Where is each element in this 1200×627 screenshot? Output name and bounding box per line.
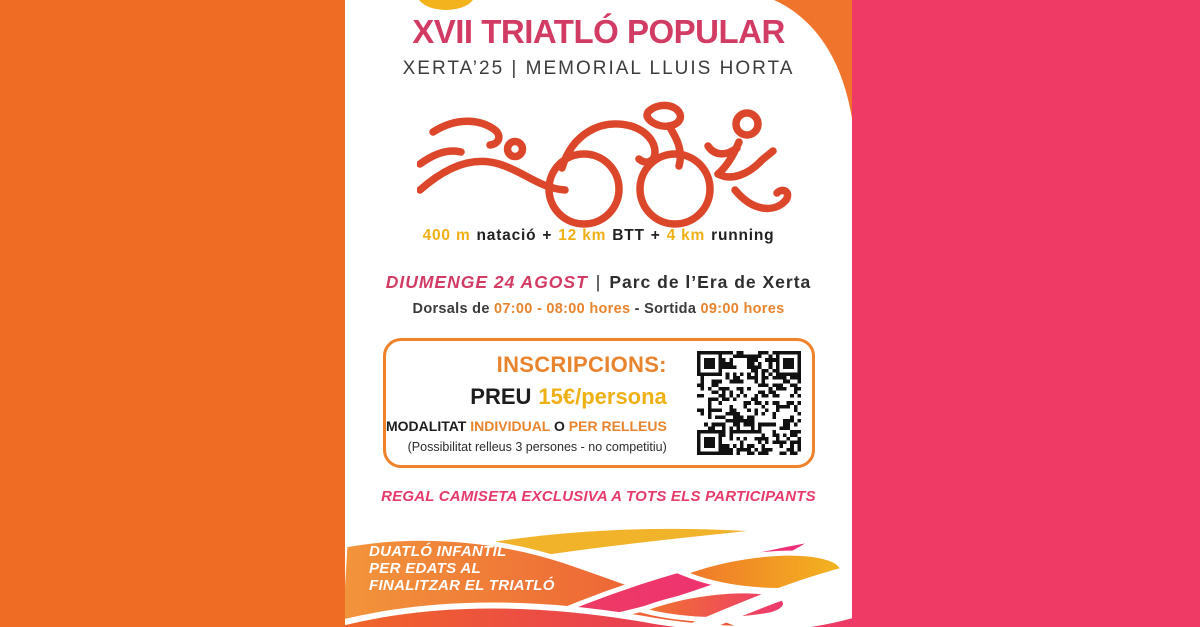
swim-distance: 400 m bbox=[422, 227, 471, 244]
bike-distance: 12 km bbox=[558, 227, 607, 244]
run-label: running bbox=[711, 227, 775, 244]
footer-note-line1: DUATLÓ INFANTIL bbox=[369, 543, 507, 560]
inscriptions-box bbox=[383, 338, 815, 468]
event-date: DIUMENGE 24 AGOST bbox=[385, 272, 588, 292]
bike-label: BTT bbox=[612, 227, 645, 244]
swim-label: natació bbox=[476, 227, 537, 244]
runner-icon bbox=[708, 113, 788, 208]
date-place-line bbox=[345, 272, 852, 293]
modality-label: MODALITAT bbox=[386, 418, 467, 434]
cyclist-icon bbox=[549, 105, 710, 224]
inscriptions-heading: INSCRIPCIONS: bbox=[496, 352, 667, 377]
price-value: 15€/persona bbox=[538, 384, 667, 409]
modality-relleus: PER RELLEUS bbox=[568, 418, 667, 434]
distances-line bbox=[345, 227, 852, 245]
event-title: XVII TRIATLÓ POPULAR bbox=[412, 13, 785, 50]
footer-note-line2: PER EDATS AL bbox=[369, 560, 481, 577]
run-distance: 4 km bbox=[666, 227, 706, 244]
triathlon-figures bbox=[417, 96, 795, 228]
schedule-middle: - Sortida bbox=[634, 301, 697, 317]
separator: | bbox=[595, 272, 602, 292]
event-poster bbox=[345, 0, 852, 627]
modality-or: O bbox=[554, 418, 565, 434]
event-place: Parc de l’Era de Xerta bbox=[609, 272, 812, 292]
modality-line bbox=[386, 418, 667, 434]
footer-note bbox=[369, 543, 555, 594]
qr-code bbox=[697, 351, 801, 455]
schedule-prefix: Dorsals de bbox=[412, 301, 490, 317]
footer-note-line3: FINALITZAR EL TRIATLÓ bbox=[369, 577, 555, 594]
plus-sign: + bbox=[650, 227, 661, 244]
schedule-line bbox=[345, 301, 852, 317]
modality-individual: INDIVIDUAL bbox=[470, 418, 551, 434]
bib-pickup-time: 07:00 - 08:00 hores bbox=[494, 301, 631, 317]
price-label: PREU bbox=[470, 384, 532, 409]
start-time: 09:00 hores bbox=[700, 301, 785, 317]
inscriptions-text bbox=[386, 352, 697, 454]
right-color-band bbox=[852, 0, 1200, 627]
event-subtitle: XERTA’25 | MEMORIAL LLUIS HORTA bbox=[402, 58, 795, 79]
gift-line: REGAL CAMISETA EXCLUSIVA A TOTS ELS PARTICIPANTS bbox=[381, 488, 816, 505]
price-line bbox=[386, 384, 667, 410]
left-color-band bbox=[0, 0, 345, 627]
plus-sign: + bbox=[542, 227, 553, 244]
relay-note: (Possibilitat relleus 3 persones - no competitiu) bbox=[407, 440, 667, 454]
swimmer-icon bbox=[420, 121, 565, 190]
top-yellow-blob bbox=[417, 0, 475, 10]
